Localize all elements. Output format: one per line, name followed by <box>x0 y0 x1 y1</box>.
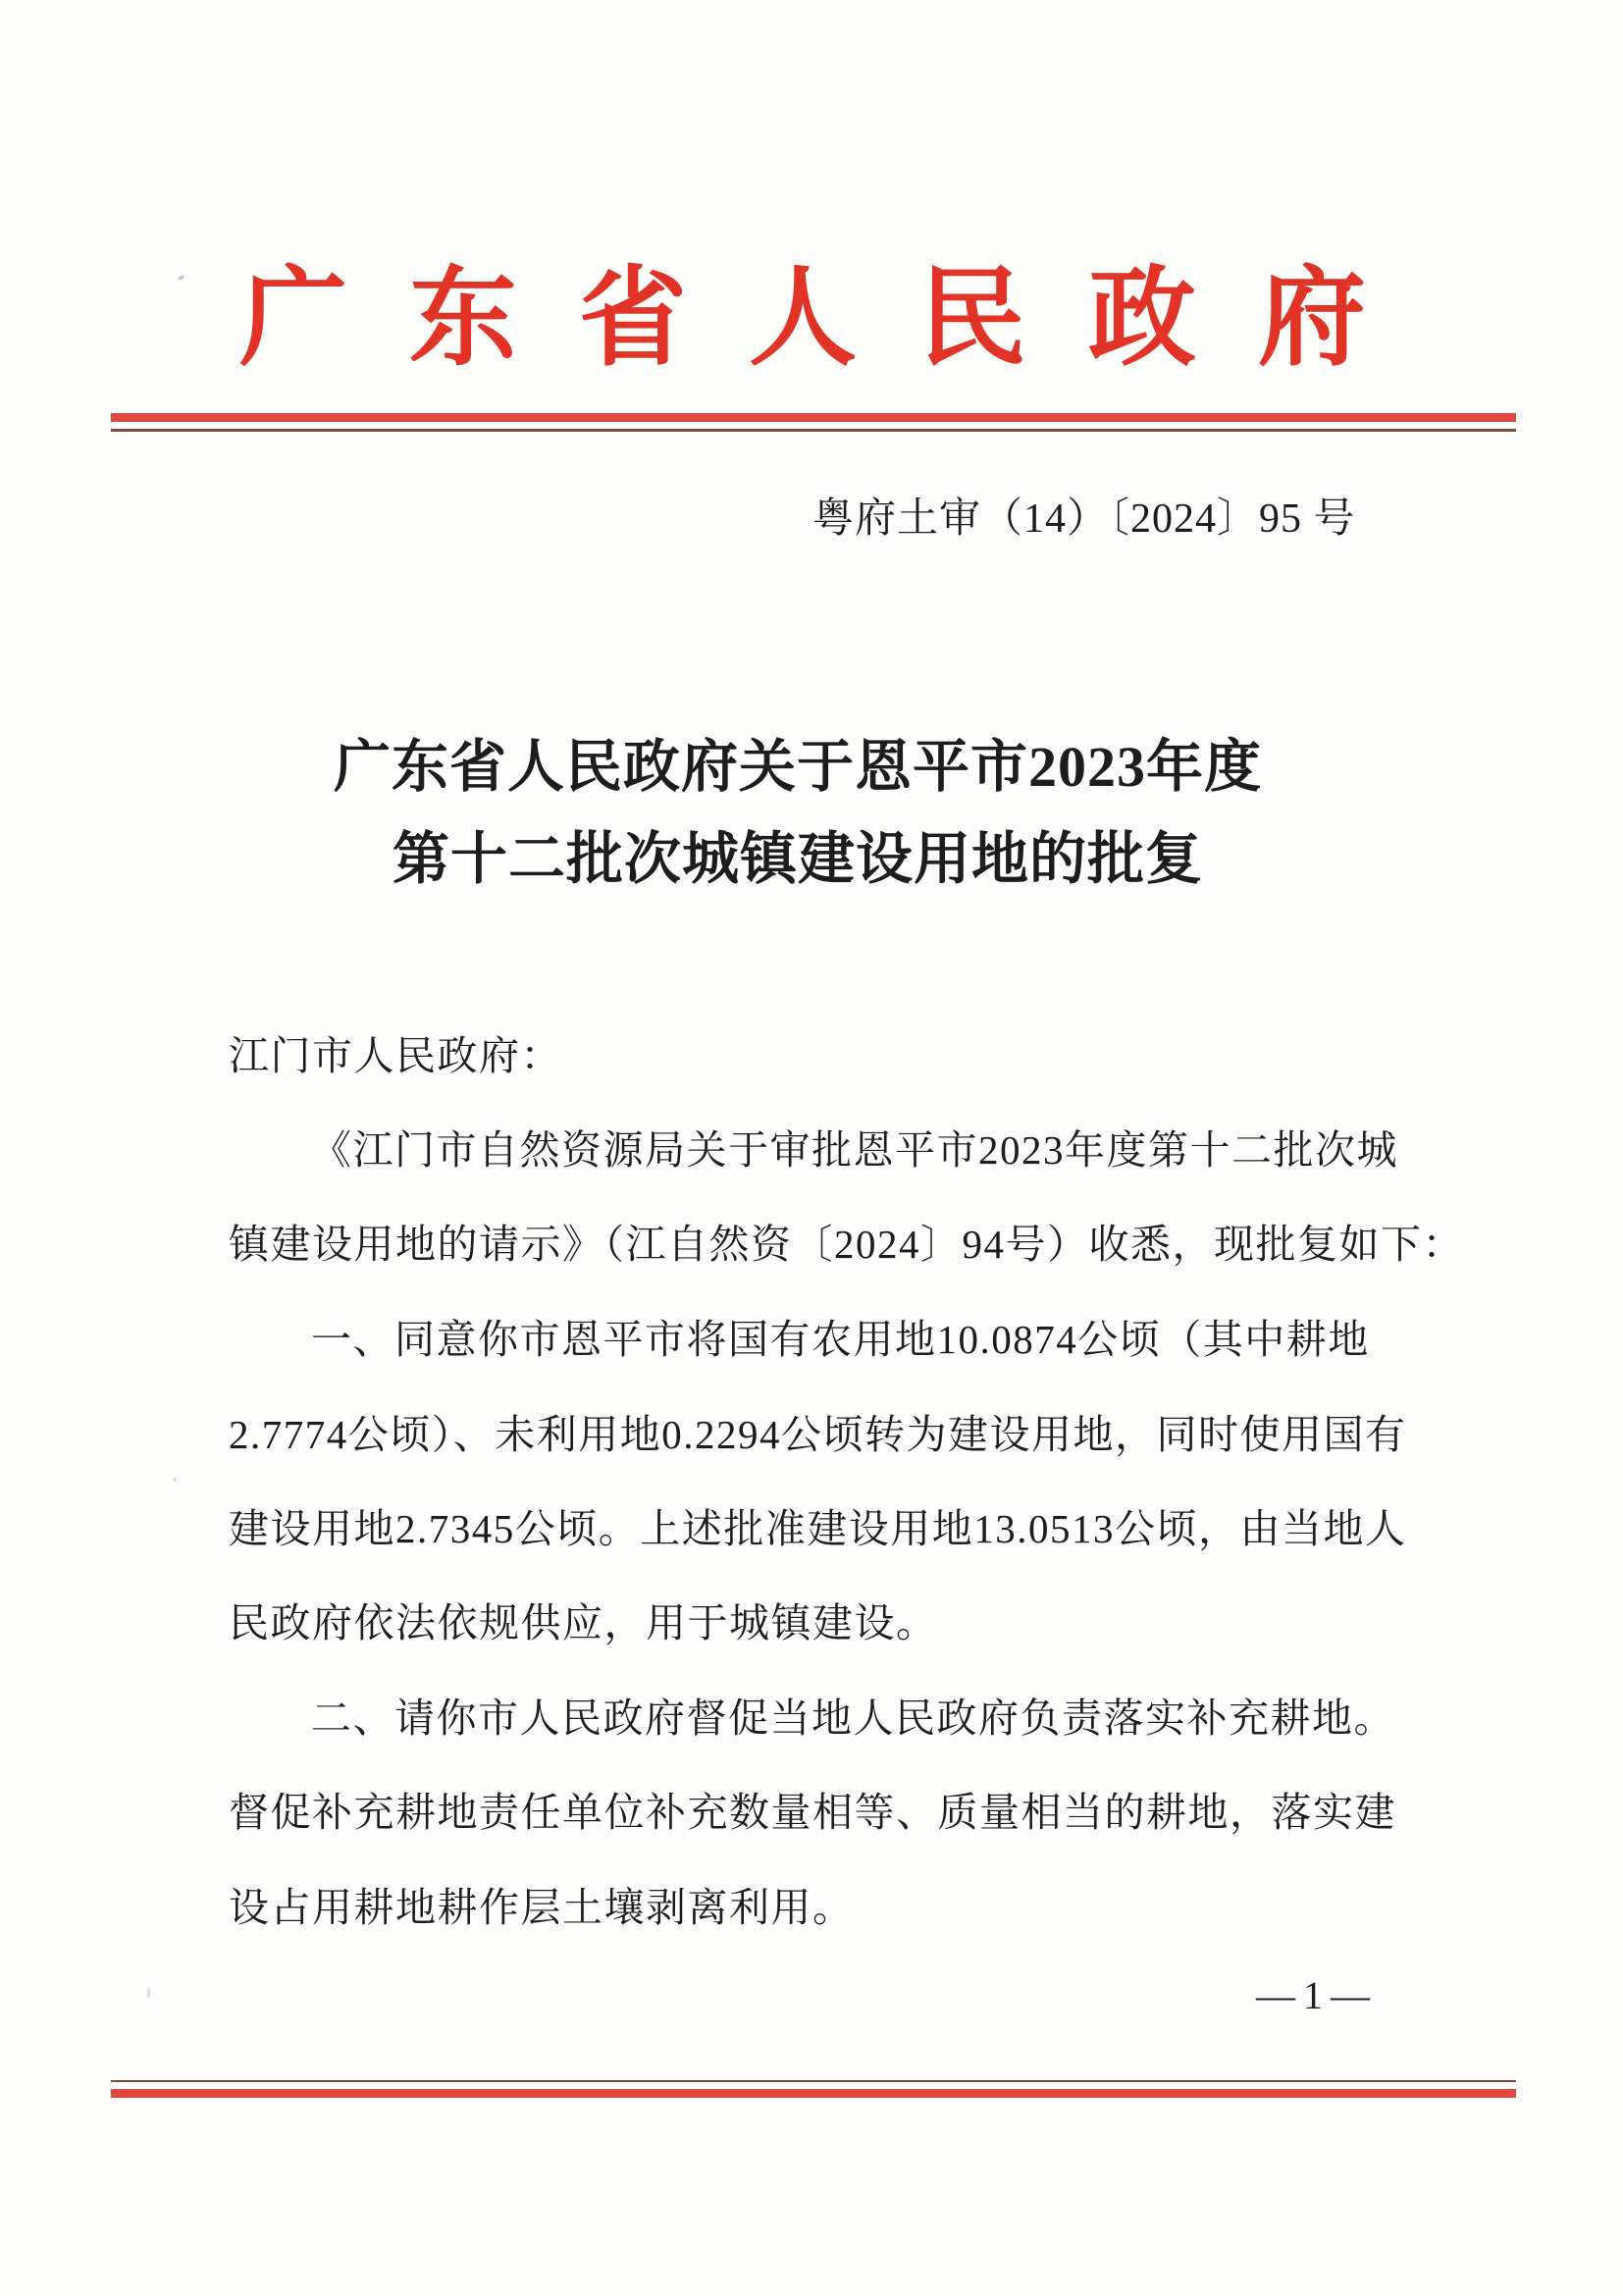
scan-speck <box>147 1988 150 1998</box>
scan-speck <box>177 275 184 282</box>
footer-rule-thin <box>111 2080 1516 2082</box>
page-number: —1— <box>1256 1973 1378 2017</box>
body-line: 一、同意你市恩平市将国有农用地10.0874公顷（其中耕地 <box>311 1317 1370 1362</box>
body-line: 设占用耕地耕作层土壤剥离利用。 <box>229 1885 855 1930</box>
body-line: 2.7774公顷）、未利用地0.2294公顷转为建设用地，同时使用国有 <box>229 1412 1407 1457</box>
header-rule-thin <box>111 429 1516 432</box>
body-line: 二、请你市人民政府督促当地人民政府负责落实补充耕地。 <box>311 1696 1395 1741</box>
document-number: 粤府土审（14）〔2024〕95 号 <box>812 496 1356 542</box>
header-rule-thick <box>111 413 1516 422</box>
document-title-line-1: 广东省人民政府关于恩平市2023年度 <box>333 735 1262 799</box>
body-line: 民政府依法依规供应，用于城镇建设。 <box>229 1600 938 1645</box>
document-title-line-2: 第十二批次城镇建设用地的批复 <box>392 827 1203 891</box>
issuer-banner: 广东省人民政府 <box>239 259 1428 379</box>
body-line: 建设用地2.7345公顷。上述批准建设用地13.0513公顷，由当地人 <box>229 1506 1407 1551</box>
body-line-salutation: 江门市人民政府： <box>229 1033 562 1078</box>
scan-speck <box>173 1478 177 1482</box>
body-line: 《江门市自然资源局关于审批恩平市2023年度第十二批次城 <box>311 1127 1398 1173</box>
body-line: 督促补充耕地责任单位补充数量相等、质量相当的耕地，落实建 <box>229 1790 1396 1835</box>
footer-rule-thick <box>111 2089 1516 2098</box>
body-line: 镇建设用地的请示》（江自然资〔2024〕94号）收悉，现批复如下： <box>229 1222 1464 1267</box>
